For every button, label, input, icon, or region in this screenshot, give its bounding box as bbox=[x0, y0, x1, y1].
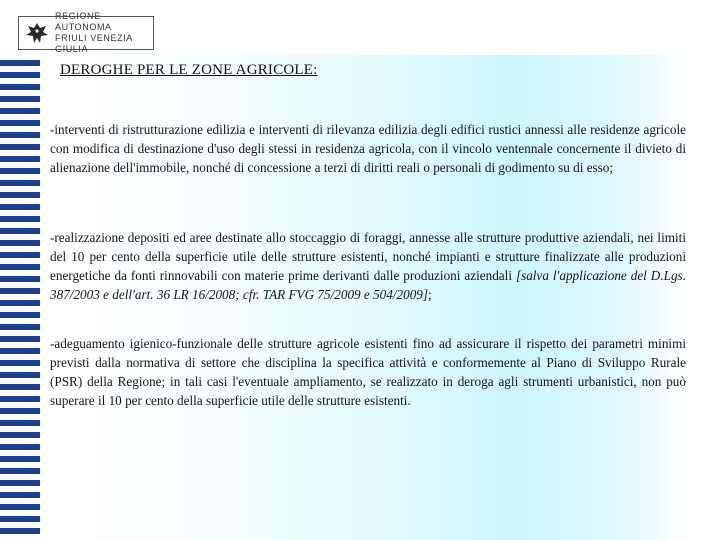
paragraph-2-end: ; bbox=[428, 287, 432, 302]
logo-text bbox=[55, 11, 149, 55]
region-logo bbox=[18, 11, 154, 54]
paragraph-3-text: -adeguamento igienico-funzionale delle strutture agricole esistenti fino ad assicurare il rispetto dei parametri minimi previsti dalla normativa di settore che disciplina la specifica attività e conformemente al Piano di Sviluppo Rurale (PSR) della Regione; in tali casi l'eventuale ampliamento, se realizzato in deroga agli strumenti urbanistici, non può superare il 10 per cento della superficie utile delle strutture esistenti. bbox=[50, 336, 686, 408]
legal-reference-note: [salva l'applicazione del D.Lgs. 387/2003 e dell'art. 36 LR 16/2008; cfr. TAR FVG 75/2009 e 504/2009] bbox=[50, 268, 686, 302]
slide-title: DEROGHE PER LE ZONE AGRICOLE: bbox=[60, 62, 318, 78]
paragraph-3 bbox=[50, 334, 686, 410]
paragraph-1-text: -interventi di ristrutturazione edilizia e interventi di rilevanza edilizia degli edifici rustici annessi alle residenze agricole con modifica di destinazione d'uso degli stessi in residenza agricola, con il vincolo ventennale concernente il divieto di alienazione dell'immobile, nonché di concessione a terzi di diritti reali o personali di godimento su di esso; bbox=[50, 122, 686, 175]
paragraph-1 bbox=[50, 120, 686, 177]
left-stripe-rail bbox=[0, 60, 40, 540]
paragraph-2-text: -realizzazione depositi ed aree destinate allo stoccaggio di foraggi, annesse alle strutture produttive aziendali, nei limiti del 10 per cento della superficie utile delle strutture esistenti, nonché impianti e strutture finalizzate alle produzioni energetiche da fonti rinnovabili con materie prime derivanti dalle produzioni aziendali bbox=[50, 230, 686, 283]
logo-line-1: REGIONE AUTONOMA bbox=[55, 11, 112, 32]
paragraph-2 bbox=[50, 228, 686, 304]
eagle-emblem-icon bbox=[23, 19, 51, 47]
logo-line-2: FRIULI VENEZIA GIULIA bbox=[55, 33, 133, 54]
